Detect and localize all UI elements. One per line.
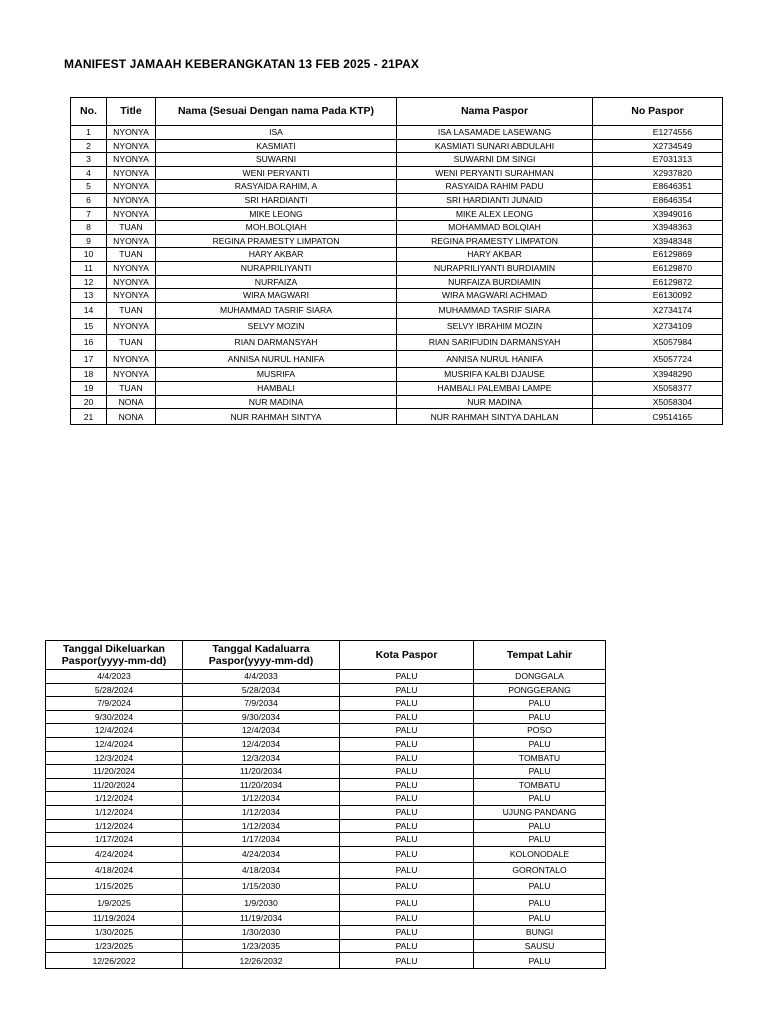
row-no: 10 <box>71 248 107 262</box>
row-passport-name: MIKE ALEX LEONG <box>397 207 593 221</box>
table-row <box>71 351 723 368</box>
table-row <box>46 710 606 724</box>
row-title: NYONYA <box>107 234 156 248</box>
table-row <box>71 180 723 194</box>
passport-detail-table-header <box>46 641 606 670</box>
row-no: 15 <box>71 318 107 334</box>
row-birthplace: PALU <box>474 710 606 724</box>
header-title: Title <box>107 98 156 126</box>
row-birthplace: PALU <box>474 912 606 926</box>
table-row <box>71 153 723 167</box>
row-title: NYONYA <box>107 166 156 180</box>
table-row <box>71 368 723 382</box>
row-title: NYONYA <box>107 153 156 167</box>
table-row <box>71 302 723 318</box>
passenger-table <box>70 97 723 425</box>
row-passport-city: PALU <box>340 926 474 940</box>
table-row <box>46 862 606 878</box>
row-passport-name: WIRA MAGWARI ACHMAD <box>397 289 593 303</box>
row-passport-name: SUWARNI DM SINGI <box>397 153 593 167</box>
row-ktp-name: MIKE LEONG <box>156 207 397 221</box>
table-row <box>46 833 606 847</box>
row-no: 9 <box>71 234 107 248</box>
row-no: 20 <box>71 395 107 409</box>
row-passport-name: MUSRIFA KALBI DJAUSE <box>397 368 593 382</box>
row-title: TUAN <box>107 221 156 235</box>
row-no: 7 <box>71 207 107 221</box>
row-ktp-name: MUSRIFA <box>156 368 397 382</box>
row-issue-date: 1/9/2025 <box>46 895 183 912</box>
table-row <box>46 879 606 895</box>
row-no: 13 <box>71 289 107 303</box>
table-row <box>46 683 606 697</box>
header-passport-no: No Paspor <box>593 98 723 126</box>
row-passport-name: HARY AKBAR <box>397 248 593 262</box>
row-title: TUAN <box>107 382 156 396</box>
row-title: NONA <box>107 409 156 425</box>
row-passport-city: PALU <box>340 697 474 711</box>
row-passport-no: E8646351 <box>593 180 723 194</box>
header-passport-name: Nama Paspor <box>397 98 593 126</box>
row-ktp-name: REGINA PRAMESTY LIMPATON <box>156 234 397 248</box>
row-expiry-date: 1/30/2030 <box>183 926 340 940</box>
row-title: NONA <box>107 395 156 409</box>
row-passport-city: PALU <box>340 778 474 792</box>
row-title: NYONYA <box>107 180 156 194</box>
header-no: No. <box>71 98 107 126</box>
row-issue-date: 1/15/2025 <box>46 879 183 895</box>
row-passport-no: X3949016 <box>593 207 723 221</box>
table-row <box>71 275 723 289</box>
row-expiry-date: 1/17/2034 <box>183 833 340 847</box>
table-row <box>46 751 606 765</box>
row-passport-name: NUR MADINA <box>397 395 593 409</box>
row-no: 17 <box>71 351 107 368</box>
row-birthplace: POSO <box>474 724 606 738</box>
row-title: TUAN <box>107 302 156 318</box>
row-passport-name: NUR RAHMAH SINTYA DAHLAN <box>397 409 593 425</box>
row-birthplace: UJUNG PANDANG <box>474 805 606 819</box>
row-issue-date: 4/24/2024 <box>46 846 183 862</box>
table-row <box>46 953 606 969</box>
row-expiry-date: 1/9/2030 <box>183 895 340 912</box>
row-no: 1 <box>71 126 107 140</box>
row-expiry-date: 12/26/2032 <box>183 953 340 969</box>
row-birthplace: PALU <box>474 792 606 806</box>
row-title: TUAN <box>107 248 156 262</box>
row-passport-no: X5058377 <box>593 382 723 396</box>
row-birthplace: TOMBATU <box>474 778 606 792</box>
table-row <box>46 805 606 819</box>
row-passport-no: X2937820 <box>593 166 723 180</box>
row-passport-city: PALU <box>340 879 474 895</box>
row-no: 4 <box>71 166 107 180</box>
row-birthplace: BUNGI <box>474 926 606 940</box>
row-passport-city: PALU <box>340 710 474 724</box>
row-passport-name: ISA LASAMADE LASEWANG <box>397 126 593 140</box>
row-ktp-name: SELVY MOZIN <box>156 318 397 334</box>
table-row <box>71 193 723 207</box>
row-ktp-name: ANNISA NURUL HANIFA <box>156 351 397 368</box>
row-no: 11 <box>71 261 107 275</box>
row-ktp-name: MOH.BOLQIAH <box>156 221 397 235</box>
row-passport-city: PALU <box>340 737 474 751</box>
row-ktp-name: WIRA MAGWARI <box>156 289 397 303</box>
row-expiry-date: 9/30/2034 <box>183 710 340 724</box>
row-expiry-date: 4/24/2034 <box>183 846 340 862</box>
row-passport-no: X3948348 <box>593 234 723 248</box>
row-passport-no: E6129869 <box>593 248 723 262</box>
row-passport-city: PALU <box>340 833 474 847</box>
row-passport-city: PALU <box>340 862 474 878</box>
table-row <box>46 778 606 792</box>
row-ktp-name: SRI HARDIANTI <box>156 193 397 207</box>
row-passport-no: E1274556 <box>593 126 723 140</box>
row-expiry-date: 1/12/2034 <box>183 805 340 819</box>
header-ktp-name: Nama (Sesuai Dengan nama Pada KTP) <box>156 98 397 126</box>
row-expiry-date: 4/4/2033 <box>183 670 340 684</box>
row-issue-date: 11/19/2024 <box>46 912 183 926</box>
row-no: 16 <box>71 335 107 351</box>
row-passport-city: PALU <box>340 912 474 926</box>
row-passport-no: E8646354 <box>593 193 723 207</box>
table-row <box>71 166 723 180</box>
row-title: NYONYA <box>107 139 156 153</box>
row-passport-no: E6129870 <box>593 261 723 275</box>
row-birthplace: PALU <box>474 737 606 751</box>
row-passport-no: X5058304 <box>593 395 723 409</box>
row-issue-date: 4/18/2024 <box>46 862 183 878</box>
row-birthplace: DONGGALA <box>474 670 606 684</box>
table-row <box>46 912 606 926</box>
row-expiry-date: 11/19/2034 <box>183 912 340 926</box>
row-passport-no: X2734174 <box>593 302 723 318</box>
row-issue-date: 4/4/2023 <box>46 670 183 684</box>
row-passport-no: E6129872 <box>593 275 723 289</box>
row-passport-name: MOHAMMAD BOLQIAH <box>397 221 593 235</box>
row-title: NYONYA <box>107 207 156 221</box>
row-birthplace: PONGGERANG <box>474 683 606 697</box>
row-passport-name: MUHAMMAD TASRIF SIARA <box>397 302 593 318</box>
row-birthplace: PALU <box>474 895 606 912</box>
row-passport-name: NURAPRILIYANTI BURDIAMIN <box>397 261 593 275</box>
row-issue-date: 12/26/2022 <box>46 953 183 969</box>
row-passport-name: REGINA PRAMESTY LIMPATON <box>397 234 593 248</box>
table-row <box>46 765 606 779</box>
table-row <box>71 248 723 262</box>
row-ktp-name: KASMIATI <box>156 139 397 153</box>
row-expiry-date: 12/4/2034 <box>183 737 340 751</box>
table-row <box>46 697 606 711</box>
row-ktp-name: RASYAIDA RAHIM, A <box>156 180 397 194</box>
row-passport-name: WENI PERYANTI SURAHMAN <box>397 166 593 180</box>
header-expiry-date: Tanggal Kadaluarra Paspor(yyyy-mm-dd) <box>183 641 340 670</box>
row-passport-name: RIAN SARIFUDIN DARMANSYAH <box>397 335 593 351</box>
row-passport-city: PALU <box>340 683 474 697</box>
row-expiry-date: 12/4/2034 <box>183 724 340 738</box>
row-passport-name: KASMIATI SUNARI ABDULAHI <box>397 139 593 153</box>
row-issue-date: 1/17/2024 <box>46 833 183 847</box>
table-row <box>46 846 606 862</box>
row-ktp-name: HARY AKBAR <box>156 248 397 262</box>
row-passport-city: PALU <box>340 953 474 969</box>
table-row <box>46 792 606 806</box>
row-issue-date: 7/9/2024 <box>46 697 183 711</box>
row-title: NYONYA <box>107 289 156 303</box>
row-birthplace: PALU <box>474 833 606 847</box>
row-no: 14 <box>71 302 107 318</box>
table-row <box>71 234 723 248</box>
row-expiry-date: 1/12/2034 <box>183 792 340 806</box>
row-no: 3 <box>71 153 107 167</box>
row-ktp-name: WENI PERYANTI <box>156 166 397 180</box>
table-row <box>71 395 723 409</box>
row-ktp-name: NURAPRILIYANTI <box>156 261 397 275</box>
row-title: NYONYA <box>107 351 156 368</box>
row-issue-date: 11/20/2024 <box>46 765 183 779</box>
document-title: MANIFEST JAMAAH KEBERANGKATAN 13 FEB 2025 - 21PAX <box>64 57 419 71</box>
table-row <box>46 819 606 833</box>
row-passport-no: X3948363 <box>593 221 723 235</box>
row-passport-name: SRI HARDIANTI JUNAID <box>397 193 593 207</box>
row-ktp-name: NUR RAHMAH SINTYA <box>156 409 397 425</box>
row-birthplace: PALU <box>474 819 606 833</box>
row-passport-name: RASYAIDA RAHIM PADU <box>397 180 593 194</box>
table-row <box>46 670 606 684</box>
row-passport-no: X2734109 <box>593 318 723 334</box>
table-row <box>71 409 723 425</box>
table-row <box>71 261 723 275</box>
table-row <box>71 382 723 396</box>
row-passport-city: PALU <box>340 939 474 953</box>
row-birthplace: KOLONODALE <box>474 846 606 862</box>
row-expiry-date: 5/28/2034 <box>183 683 340 697</box>
header-birthplace: Tempat Lahir <box>474 641 606 670</box>
row-passport-city: PALU <box>340 846 474 862</box>
row-no: 19 <box>71 382 107 396</box>
table-row <box>71 221 723 235</box>
table-row <box>71 139 723 153</box>
row-issue-date: 12/3/2024 <box>46 751 183 765</box>
row-passport-no: E7031313 <box>593 153 723 167</box>
row-expiry-date: 11/20/2034 <box>183 778 340 792</box>
row-no: 18 <box>71 368 107 382</box>
row-expiry-date: 12/3/2034 <box>183 751 340 765</box>
row-passport-city: PALU <box>340 670 474 684</box>
row-passport-name: NURFAIZA BURDIAMIN <box>397 275 593 289</box>
row-passport-name: ANNISA NURUL HANIFA <box>397 351 593 368</box>
row-expiry-date: 11/20/2034 <box>183 765 340 779</box>
row-issue-date: 1/30/2025 <box>46 926 183 940</box>
row-passport-no: X3948290 <box>593 368 723 382</box>
row-birthplace: PALU <box>474 953 606 969</box>
row-no: 21 <box>71 409 107 425</box>
row-expiry-date: 1/15/2030 <box>183 879 340 895</box>
row-no: 8 <box>71 221 107 235</box>
row-ktp-name: NUR MADINA <box>156 395 397 409</box>
table-row <box>71 207 723 221</box>
row-title: NYONYA <box>107 368 156 382</box>
table-row <box>71 335 723 351</box>
row-issue-date: 12/4/2024 <box>46 737 183 751</box>
row-expiry-date: 4/18/2034 <box>183 862 340 878</box>
row-passport-city: PALU <box>340 724 474 738</box>
row-no: 6 <box>71 193 107 207</box>
table-row <box>46 737 606 751</box>
row-issue-date: 1/12/2024 <box>46 805 183 819</box>
row-birthplace: PALU <box>474 697 606 711</box>
passport-detail-table <box>45 640 606 969</box>
row-passport-city: PALU <box>340 895 474 912</box>
row-issue-date: 1/12/2024 <box>46 819 183 833</box>
row-passport-city: PALU <box>340 805 474 819</box>
row-expiry-date: 7/9/2034 <box>183 697 340 711</box>
row-passport-name: HAMBALI PALEMBAI LAMPE <box>397 382 593 396</box>
passenger-table-header <box>71 98 723 126</box>
row-issue-date: 12/4/2024 <box>46 724 183 738</box>
row-passport-city: PALU <box>340 792 474 806</box>
row-issue-date: 5/28/2024 <box>46 683 183 697</box>
row-issue-date: 11/20/2024 <box>46 778 183 792</box>
row-passport-name: SELVY IBRAHIM MOZIN <box>397 318 593 334</box>
row-passport-no: X5057724 <box>593 351 723 368</box>
table-row <box>71 318 723 334</box>
table-row <box>46 895 606 912</box>
header-issue-date: Tanggal Dikeluarkan Paspor(yyyy-mm-dd) <box>46 641 183 670</box>
row-expiry-date: 1/23/2035 <box>183 939 340 953</box>
row-ktp-name: NURFAIZA <box>156 275 397 289</box>
table-row <box>46 724 606 738</box>
row-title: NYONYA <box>107 193 156 207</box>
table-row <box>71 289 723 303</box>
row-ktp-name: ISA <box>156 126 397 140</box>
row-ktp-name: HAMBALI <box>156 382 397 396</box>
row-title: NYONYA <box>107 261 156 275</box>
row-ktp-name: RIAN DARMANSYAH <box>156 335 397 351</box>
row-title: NYONYA <box>107 318 156 334</box>
row-expiry-date: 1/12/2034 <box>183 819 340 833</box>
row-birthplace: TOMBATU <box>474 751 606 765</box>
row-title: TUAN <box>107 335 156 351</box>
row-issue-date: 1/12/2024 <box>46 792 183 806</box>
row-passport-city: PALU <box>340 819 474 833</box>
row-ktp-name: MUHAMMAD TASRIF SIARA <box>156 302 397 318</box>
row-no: 5 <box>71 180 107 194</box>
table-row <box>46 939 606 953</box>
row-no: 12 <box>71 275 107 289</box>
row-passport-no: C9514165 <box>593 409 723 425</box>
table-row <box>46 926 606 940</box>
row-ktp-name: SUWARNI <box>156 153 397 167</box>
row-birthplace: GORONTALO <box>474 862 606 878</box>
row-title: NYONYA <box>107 126 156 140</box>
row-birthplace: PALU <box>474 879 606 895</box>
row-passport-no: X2734549 <box>593 139 723 153</box>
row-birthplace: PALU <box>474 765 606 779</box>
row-birthplace: SAUSU <box>474 939 606 953</box>
row-issue-date: 1/23/2025 <box>46 939 183 953</box>
row-issue-date: 9/30/2024 <box>46 710 183 724</box>
row-passport-no: E6130092 <box>593 289 723 303</box>
row-title: NYONYA <box>107 275 156 289</box>
row-passport-no: X5057984 <box>593 335 723 351</box>
row-passport-city: PALU <box>340 765 474 779</box>
row-no: 2 <box>71 139 107 153</box>
table-row <box>71 126 723 140</box>
header-passport-city: Kota Paspor <box>340 641 474 670</box>
row-passport-city: PALU <box>340 751 474 765</box>
